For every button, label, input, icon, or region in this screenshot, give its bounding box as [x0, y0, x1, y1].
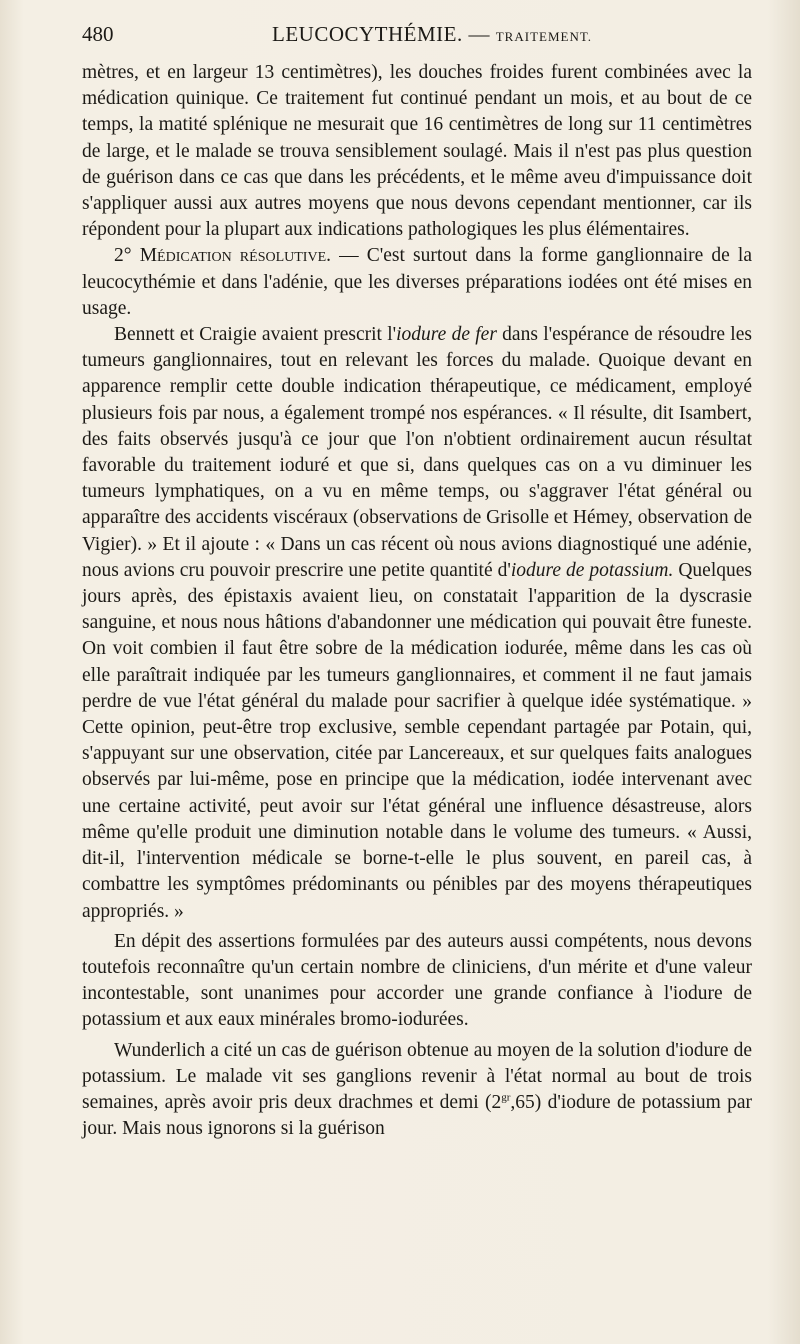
section-heading: Médication résolutive. — [139, 245, 331, 267]
running-head-title: LEUCOCYTHÉMIE. — [272, 22, 463, 46]
superscript-gr: gr — [501, 1091, 511, 1104]
paragraph-4: En dépit des assertions formulées par des auteurs aussi compétents, nous devons toutefois reconnaître qu'un certain nombre de cliniciens, d'un mérite et d'une valeur incontestable, sont unanimes pour accorder une grande confiance à l'iodure de potassium et aux eaux minérales bromo-iodurées. — [82, 930, 752, 1031]
page-header — [82, 22, 752, 50]
running-head-subtitle: TRAITEMENT. — [495, 29, 593, 44]
section-number: 2° — [114, 245, 132, 267]
paragraph-5-part-a: Wunderlich a cité un cas de guérison obtenue au moyen de la solution d'iodure de potassium. Le malade vit ses ganglions revenir à l'état normal au bout de trois semaines, après avoir pris deux drachmes et demi (2 — [82, 1039, 752, 1113]
page-number: 480 — [82, 22, 114, 46]
paragraph-3-part-a: Bennett et Craigie avaient prescrit l' — [114, 324, 397, 346]
paragraph-5-part-b: ,65) d'iodure de potassium par jour. Mais nous ignorons si la guérison — [82, 1091, 752, 1140]
paragraph-3-part-b: dans l'espérance de résoudre les tumeurs ganglionnaires, tout en relevant les forces du malade. Quoique devant en apparence remplir cette double indication thérapeutique, ce médicament, employé plusieurs fois par nous, a également trompé nos espérances. « Il résulte, dit Isambert, des faits observés jusqu'à ce jour que l'on n'obtient ordinairement aucun résultat favorable du traitement ioduré et que si, dans quelques cas on a vu diminuer les tumeurs lymphatiques, on a vu en même temps, ou s'aggraver l'état général ou apparaître des accidents viscéraux (observations de Grisolle et Hémey, observation de Vigier). » Et il ajoute : « Dans un cas récent où nous avions diagnostiqué une adénie, nous avions cru pouvoir prescrire une petite quantité d' — [82, 324, 752, 581]
body-text — [82, 60, 752, 1142]
running-head — [272, 22, 592, 47]
paragraph-5 — [82, 1038, 752, 1143]
paragraph-2-text: — C'est surtout dans la forme ganglionnaire de la leucocythémie et dans l'adénie, que les diverses préparations iodées ont été mises en usage. — [82, 245, 752, 319]
emphasis-iodure-de-potassium: iodure de potassium. — [510, 559, 674, 581]
paragraph-1: mètres, et en largeur 13 centimètres), les douches froides furent combinées avec la médication quinique. Ce traitement fut continué pendant un mois, et au bout de ce temps, la matité splénique ne mesurait que 16 centimètres de long sur 11 centimètres de large, et le malade se trouva sensiblement soulagé. Mais il n'est pas plus question de guérison dans ce cas que dans les précédents, et le même aveu d'impuissance doit s'appliquer aussi aux autres moyens que nous devons cependant mentionner, car ils répondent pour la plupart aux indications pathologiques les plus élémentaires. — [82, 62, 752, 241]
emphasis-iodure-de-fer: iodure de fer — [396, 324, 497, 346]
paragraph-3 — [82, 322, 752, 925]
paragraph-2 — [82, 243, 752, 322]
running-head-dash: — — [462, 22, 496, 46]
paragraph-3-part-c: Quelques jours après, des épistaxis avaient lieu, on constatait l'apparition de la dyscrasie sanguine, et nous nous hâtions d'abandonner une médication qui pouvait être funeste. On voit combien il faut être sobre de la médication iodurée, même dans les cas où elle paraîtrait indiquée par les tumeurs ganglionnaires, et comment il ne faut jamais perdre de vue l'état général du malade pour sacrifier à quelque idée systématique. » Cette opinion, peut-être trop exclusive, semble cependant partagée par Potain, qui, s'appuyant sur une observation, citée par Lancereaux, et sur quelques faits analogues observés par lui-même, pose en principe que la médication, iodée intervenant avec une certaine activité, peut avoir sur l'état général une influence désastreuse, alors même qu'elle produit une diminution notable dans le volume des tumeurs. « Aussi, dit-il, l'intervention médicale se borne-t-elle le plus souvent, en pareil cas, à combattre les symptômes prédominants ou pénibles par des moyens thérapeutiques appropriés. » — [82, 559, 752, 922]
